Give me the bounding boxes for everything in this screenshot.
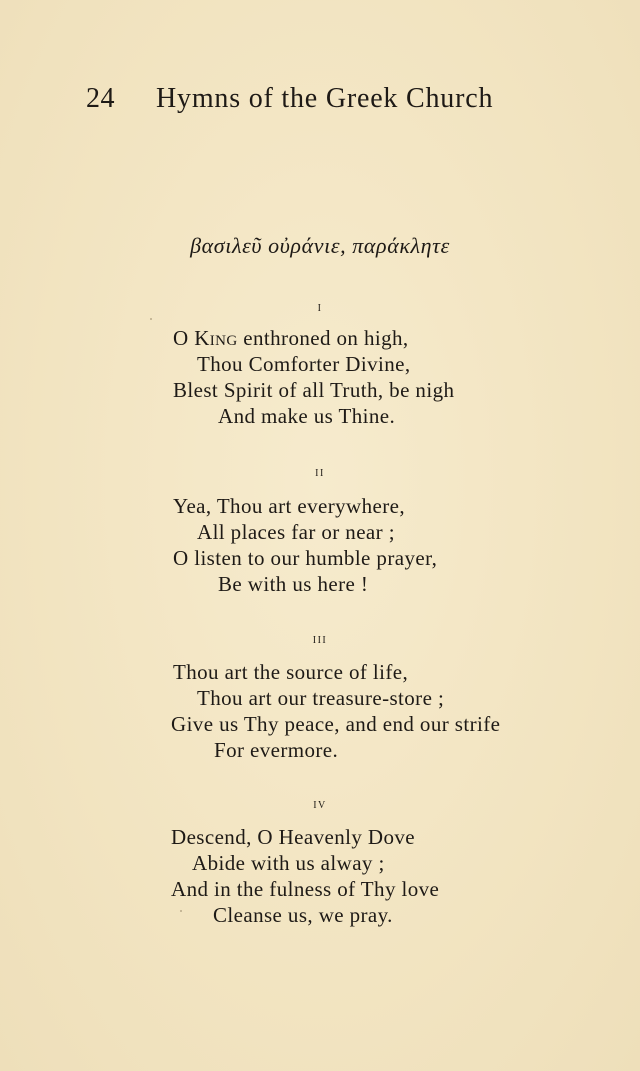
stanza-3-line-1: Thou art the source of life,	[173, 660, 409, 684]
stanza-numeral-4: iv	[313, 797, 327, 812]
stanza-2-line-4: Be with us here !	[218, 572, 369, 596]
stanza-4-line-2: Abide with us alway ;	[192, 851, 385, 875]
stanza-1-line-2: Thou Comforter Divine,	[197, 352, 411, 376]
stanza-numeral-1: i	[317, 300, 323, 315]
stanza-1-line-3: Blest Spirit of all Truth, be nigh	[173, 378, 455, 402]
stanza-numeral-2: ii	[315, 465, 325, 480]
running-title: Hymns of the Greek Church	[156, 83, 494, 114]
stanza-4-line-1: Descend, O Heavenly Dove	[171, 825, 416, 849]
stanza-2-line-2: All places far or near ;	[197, 520, 395, 544]
stanza-4-line-3: And in the fulness of Thy love	[171, 877, 440, 901]
stanza-1-line-4: And make us Thine.	[218, 404, 396, 428]
paper-speck	[150, 318, 152, 320]
stanza-2-line-3: O listen to our humble prayer,	[173, 546, 438, 570]
hymn-greek-title: βασιλεῦ οὐράνιε, παράκλητε	[190, 233, 450, 258]
stanza-4-line-4: Cleanse us, we pray.	[213, 903, 393, 927]
stanza-3-line-4: For evermore.	[214, 738, 339, 762]
stanza-3-line-3: Give us Thy peace, and end our strife	[171, 712, 501, 736]
paper-speck	[180, 910, 182, 912]
stanza-2-line-1: Yea, Thou art everywhere,	[173, 494, 405, 518]
stanza-3-line-2: Thou art our treasure-store ;	[197, 686, 445, 710]
page-number: 24	[86, 83, 115, 114]
stanza-1-line-1: O King enthroned on high,	[173, 326, 409, 350]
stanza-numeral-3: iii	[312, 632, 328, 647]
